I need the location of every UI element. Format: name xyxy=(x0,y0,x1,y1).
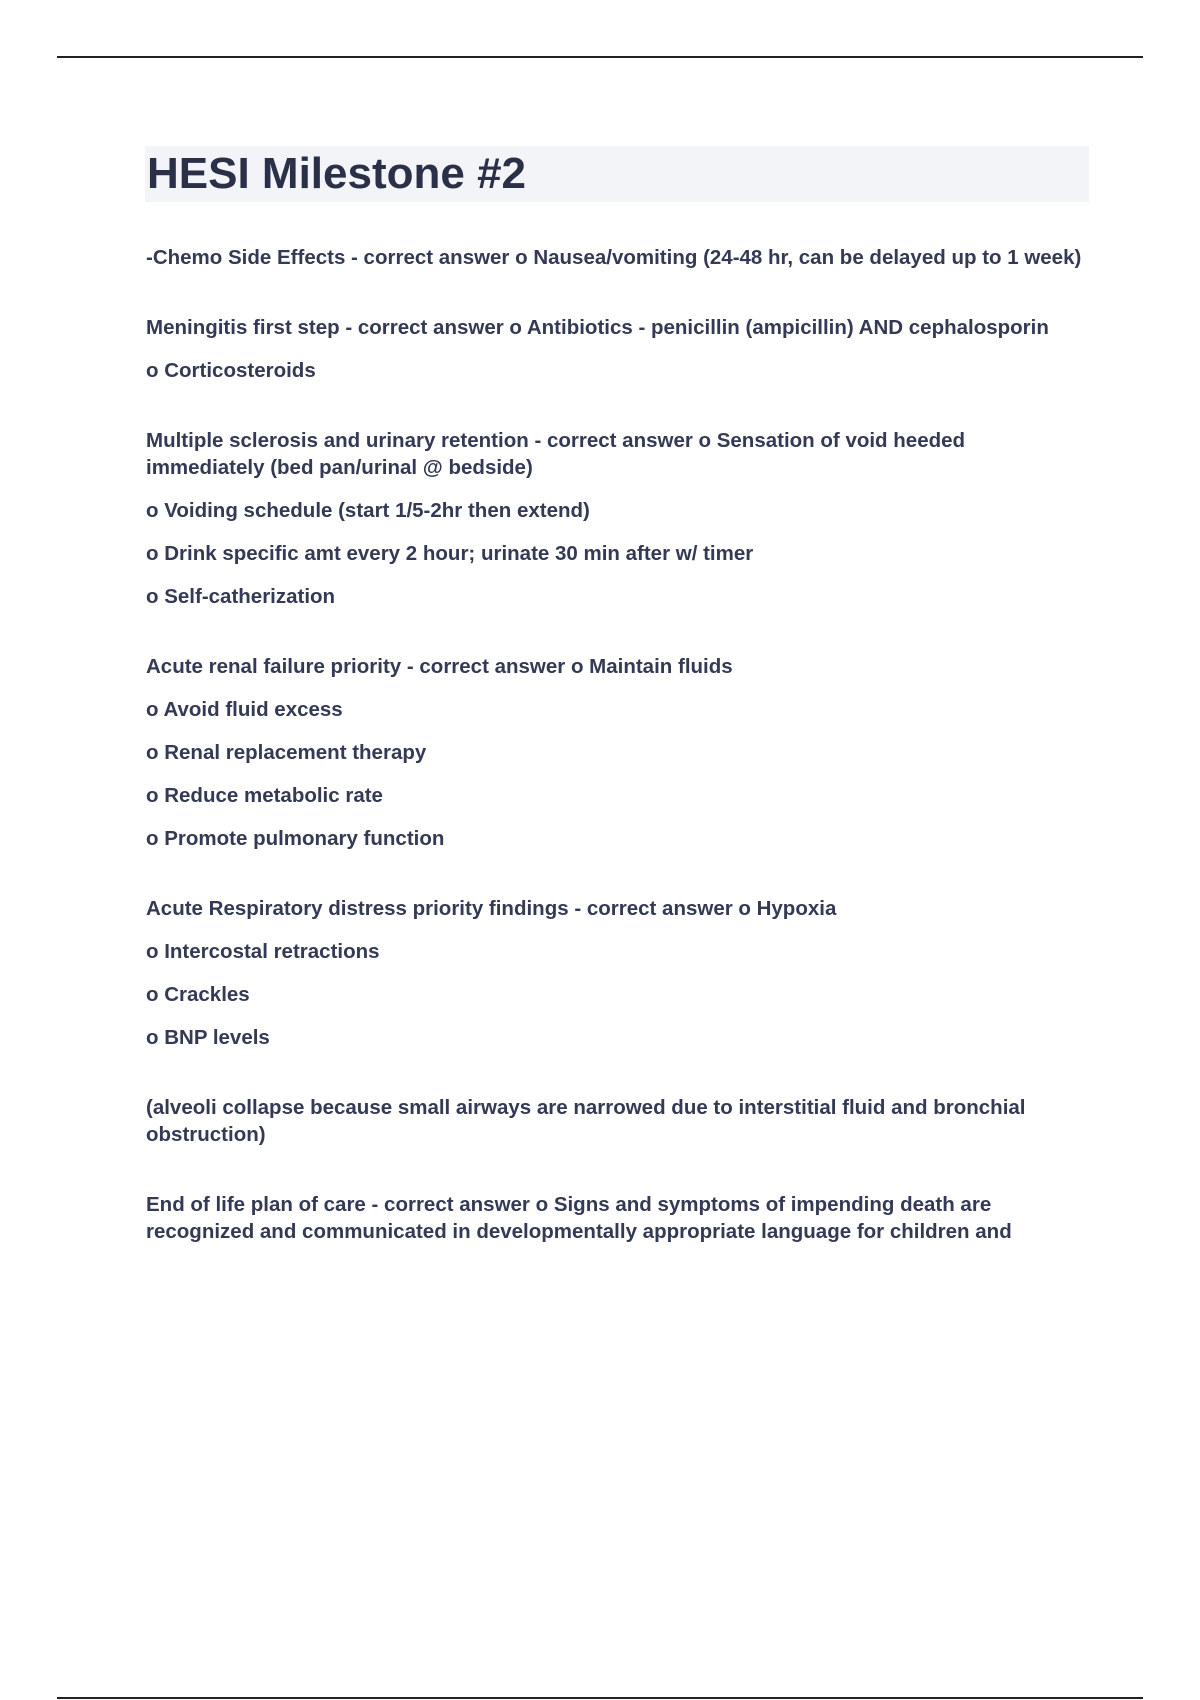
entry-line: o Voiding schedule (start 1/5-2hr then extend) xyxy=(146,499,590,522)
header-rule xyxy=(57,56,1143,58)
entry-end-of-life xyxy=(146,1191,1086,1245)
page-title: HESI Milestone #2 xyxy=(147,149,527,198)
entry-line: o Avoid fluid excess xyxy=(146,698,343,721)
entry-chemo xyxy=(146,244,1086,271)
entry-line: Meningitis first step - correct answer o Antibiotics - penicillin (ampicillin) AND cephalosporin xyxy=(146,316,1049,339)
entry-line: o Promote pulmonary function xyxy=(146,827,445,850)
entry-multiple-sclerosis xyxy=(146,427,1086,610)
entry-line: o Renal replacement therapy xyxy=(146,741,427,764)
entry-line: o Self-catherization xyxy=(146,585,336,608)
entry-line: o Drink specific amt every 2 hour; urinate 30 min after w/ timer xyxy=(146,542,754,565)
entry-line: Multiple sclerosis and urinary retention - correct answer o Sensation of void heeded immediately (bed pan/urinal @ bedside) xyxy=(146,429,966,479)
entry-line: o Reduce metabolic rate xyxy=(146,784,383,807)
entry-line: Acute Respiratory distress priority findings - correct answer o Hypoxia xyxy=(146,897,837,920)
entry-line: o BNP levels xyxy=(146,1026,270,1049)
entry-line: -Chemo Side Effects - correct answer o Nausea/vomiting (24-48 hr, can be delayed up to 1 week) xyxy=(146,246,1082,269)
entry-line: End of life plan of care - correct answer o Signs and symptoms of impending death are recognized and communicated in developmentally appropriate language for children and xyxy=(146,1193,1012,1243)
entry-meningitis xyxy=(146,314,1086,384)
entry-line: Acute renal failure priority - correct answer o Maintain fluids xyxy=(146,655,733,678)
entry-line: o Crackles xyxy=(146,983,250,1006)
entry-line: o Corticosteroids xyxy=(146,359,316,382)
footer-rule xyxy=(57,1697,1143,1699)
entry-acute-respiratory-distress xyxy=(146,895,1086,1051)
entry-alveoli-note xyxy=(146,1094,1086,1148)
document-body xyxy=(146,244,1086,1288)
entry-acute-renal-failure xyxy=(146,653,1086,852)
entry-line: o Intercostal retractions xyxy=(146,940,380,963)
entry-line: (alveoli collapse because small airways are narrowed due to interstitial fluid and bronchial obstruction) xyxy=(146,1096,1026,1146)
